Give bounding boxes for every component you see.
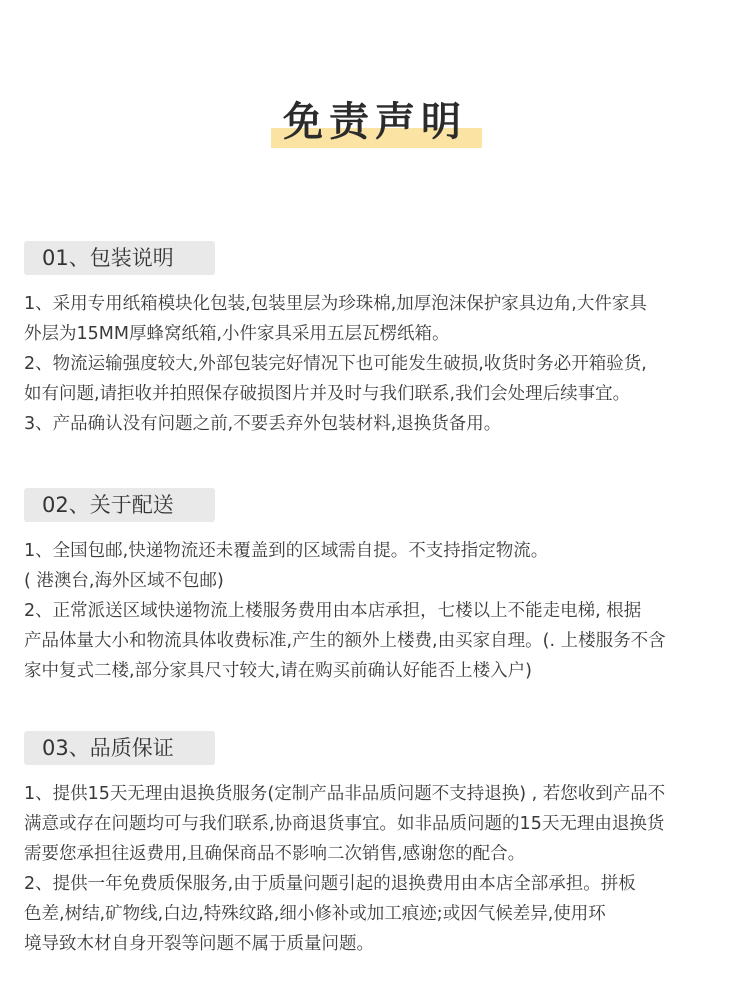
paragraph-line: 2、正常派送区域快递物流上楼服务费用由本店承担，七楼以上不能走电梯, 根据 (24, 601, 642, 621)
section-heading: 01、包装说明 (42, 246, 174, 270)
section-heading: 02、关于配送 (42, 493, 174, 517)
paragraph-line: 需要您承担往返费用,且确保商品不影响二次销售,感谢您的配合。 (24, 844, 526, 864)
section-body (24, 779, 730, 959)
section-heading-box (24, 241, 215, 275)
section-heading-box (24, 731, 215, 765)
paragraph-line: 家中复式二楼,部分家具尺寸较大,请在购买前确认好能否上楼入户) (24, 661, 532, 681)
paragraph-line: 1、采用专用纸箱模块化包装,包装里层为珍珠棉,加厚泡沫保护家具边角,大件家具 (24, 294, 647, 314)
paragraph-line: ( 港澳台,海外区域不包邮) (24, 571, 224, 591)
section-heading-box (24, 488, 215, 522)
paragraph-line: 1、全国包邮,快递物流还未覆盖到的区域需自提。不支持指定物流。 (24, 541, 549, 561)
paragraph-line: 外层为15MM厚蜂窝纸箱,小件家具采用五层瓦楞纸箱。 (24, 324, 450, 344)
paragraph-line: 3、产品确认没有问题之前,不要丢弃外包装材料,退换货备用。 (24, 414, 502, 434)
paragraph-line: 色差,树结,矿物线,白边,特殊纹路,细小修补或加工痕迹;或因气候差异,使用环 (24, 904, 606, 924)
paragraph-line: 2、物流运输强度较大,外部包装完好情况下也可能发生破损,收货时务必开箱验货, (24, 354, 647, 374)
paragraph-line: 如有问题,请拒收并拍照保存破损图片并及时与我们联系,我们会处理后续事宜。 (24, 384, 631, 404)
paragraph-line: 产品体量大小和物流具体收费标准,产生的额外上楼费,由买家自理。(. 上楼服务不含 (24, 631, 666, 651)
paragraph-line: 1、提供15天无理由退换货服务(定制产品非品质问题不支持退换) , 若您收到产品不 (24, 784, 666, 804)
paragraph-line: 境导致木材自身开裂等问题不属于质量问题。 (24, 934, 374, 954)
page-title-block (0, 92, 750, 152)
section-body (24, 289, 730, 439)
section-heading: 03、品质保证 (42, 736, 174, 760)
paragraph-line: 满意或存在问题均可与我们联系,协商退货事宜。如非品质问题的15天无理由退换货 (24, 814, 665, 834)
paragraph-line: 2、提供一年免费质保服务,由于质量问题引起的退换费用由本店全部承担。拼板 (24, 874, 636, 894)
page-title: 免责声明 (283, 99, 467, 145)
section-body (24, 536, 730, 686)
